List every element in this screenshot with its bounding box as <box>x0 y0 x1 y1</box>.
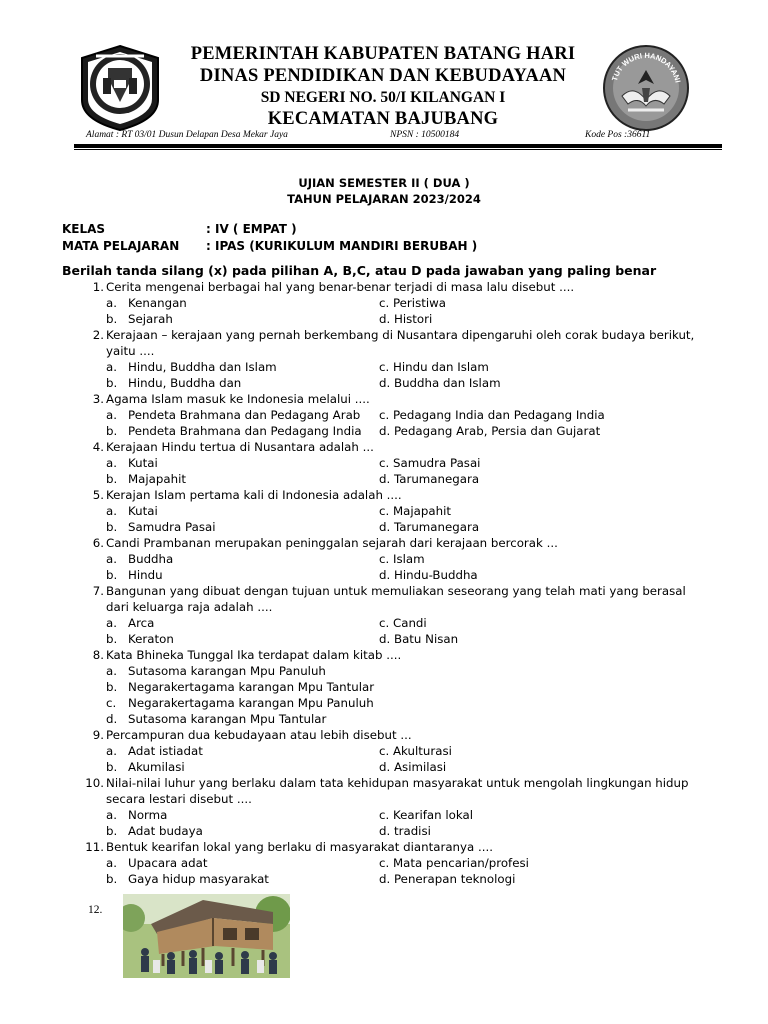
school-address: Alamat : RT 03/01 Dusun Delapan Desa Mekar Jaya <box>86 130 288 140</box>
letterhead <box>160 44 606 130</box>
option-row <box>0 855 768 871</box>
option-row <box>0 759 768 775</box>
option-text: Sutasoma karangan Mpu Panuluh <box>128 664 326 678</box>
answer-option <box>106 455 158 471</box>
option-text: Pendeta Brahmana dan Pedagang India <box>128 424 362 438</box>
option-letter: b. <box>106 520 118 534</box>
option-letter: a. <box>106 616 117 630</box>
question-item <box>0 647 768 727</box>
option-letter: a. <box>106 408 117 422</box>
question-number: 10. <box>85 776 104 790</box>
option-letter: b. <box>106 376 118 390</box>
option-text: Majapahit <box>128 472 187 486</box>
answer-option: d. Hindu-Buddha <box>379 568 478 582</box>
answer-option: d. Buddha dan Islam <box>379 376 501 390</box>
question-item <box>0 727 768 775</box>
question-item <box>0 391 768 439</box>
question-text: Agama Islam masuk ke Indonesia melalui .... <box>106 392 370 406</box>
answer-option <box>106 679 374 695</box>
letterhead-divider <box>74 144 722 148</box>
answer-option: c. Islam <box>379 552 425 566</box>
option-row <box>0 311 768 327</box>
answer-option <box>106 743 203 759</box>
answer-option: c. Kearifan lokal <box>379 808 473 822</box>
question-number: 4. <box>92 440 104 454</box>
answer-option: c. Candi <box>379 616 427 630</box>
option-text: Adat budaya <box>128 824 203 838</box>
answer-option <box>106 695 374 711</box>
option-text: Upacara adat <box>128 856 208 870</box>
question-number: 1. <box>92 280 104 294</box>
question-number: 12. <box>88 904 103 916</box>
answer-option: d. Penerapan teknologi <box>379 872 516 886</box>
answer-option <box>106 807 167 823</box>
letterhead-divider-thin <box>74 149 722 150</box>
subject-info <box>62 239 477 253</box>
option-letter: a. <box>106 856 117 870</box>
option-text: Hindu, Buddha dan <box>128 376 242 390</box>
tut-wuri-handayani-logo <box>602 44 690 132</box>
answer-option <box>106 471 186 487</box>
question-number: 8. <box>92 648 104 662</box>
option-letter: b. <box>106 424 118 438</box>
option-text: Adat istiadat <box>128 744 203 758</box>
option-text: Negarakertagama karangan Mpu Tantular <box>128 680 375 694</box>
question-text: Kerajan Islam pertama kali di Indonesia adalah .... <box>106 488 402 502</box>
question-list <box>0 279 768 887</box>
option-letter: b. <box>106 824 118 838</box>
question-item <box>0 487 768 535</box>
option-letter: b. <box>106 632 118 646</box>
option-text: Hindu, Buddha dan Islam <box>128 360 277 374</box>
question-item <box>0 535 768 583</box>
option-text: Arca <box>128 616 155 630</box>
option-letter: a. <box>106 296 117 310</box>
answer-option: c. Pedagang India dan Pedagang India <box>379 408 605 422</box>
question-item <box>0 839 768 887</box>
question-number: 3. <box>92 392 104 406</box>
option-letter: a. <box>106 664 117 678</box>
question-item <box>0 327 768 391</box>
answer-option: d. Histori <box>379 312 433 326</box>
option-letter: d. <box>106 712 118 726</box>
answer-option <box>106 759 185 775</box>
question-text: Bentuk kearifan lokal yang berlaku di masyarakat diantaranya .... <box>106 840 493 854</box>
question-number: 7. <box>92 584 104 598</box>
question-number: 6. <box>92 536 104 550</box>
answer-option: d. Pedagang Arab, Persia dan Gujarat <box>379 424 601 438</box>
class-value: : IV ( EMPAT ) <box>206 222 297 236</box>
answer-option <box>106 311 173 327</box>
answer-option <box>106 423 362 439</box>
option-row <box>0 823 768 839</box>
option-text: Keraton <box>128 632 174 646</box>
option-letter: a. <box>106 744 117 758</box>
option-row <box>0 871 768 887</box>
option-letter: a. <box>106 552 117 566</box>
answer-option: d. Tarumanegara <box>379 472 480 486</box>
question-text: Kerajaan Hindu tertua di Nusantara adalah ... <box>106 440 374 454</box>
option-row <box>0 807 768 823</box>
answer-option <box>106 823 203 839</box>
postal-code: Kode Pos :36611 <box>585 130 651 140</box>
answer-option <box>106 663 326 679</box>
option-letter: a. <box>106 360 117 374</box>
question-number: 5. <box>92 488 104 502</box>
option-row <box>0 295 768 311</box>
question-text: Kata Bhineka Tunggal Ika terdapat dalam kitab .... <box>106 648 402 662</box>
question-text: Bangunan yang dibuat dengan tujuan untuk memuliakan seseorang yang telah mati yang berasal dari keluarga raja adalah .... <box>106 584 686 614</box>
option-row <box>0 663 768 679</box>
option-text: Sutasoma karangan Mpu Tantular <box>128 712 327 726</box>
option-letter: a. <box>106 504 117 518</box>
answer-option: d. Tarumanegara <box>379 520 480 534</box>
stilt-house-photo <box>123 894 290 978</box>
option-letter: b. <box>106 312 118 326</box>
answer-option <box>106 567 163 583</box>
option-letter: c. <box>106 696 117 710</box>
option-text: Kutai <box>128 456 158 470</box>
subject-label: MATA PELAJARAN <box>62 239 180 253</box>
department-name: DINAS PENDIDIKAN DAN KEBUDAYAAN <box>199 66 567 86</box>
academic-year: TAHUN PELAJARAN 2023/2024 <box>287 192 481 206</box>
answer-option <box>106 871 269 887</box>
question-text: Percampuran dua kebudayaan atau lebih disebut ... <box>106 728 412 742</box>
option-text: Buddha <box>128 552 174 566</box>
option-row <box>0 519 768 535</box>
option-text: Negarakertagama karangan Mpu Panuluh <box>128 696 374 710</box>
answer-option: d. Asimilasi <box>379 760 447 774</box>
question-text: Cerita mengenai berbagai hal yang benar-benar terjadi di masa lalu disebut .... <box>106 280 575 294</box>
option-letter: b. <box>106 680 118 694</box>
option-letter: b. <box>106 568 118 582</box>
district-name: KECAMATAN BAJUBANG <box>267 109 499 129</box>
option-text: Pendeta Brahmana dan Pedagang Arab <box>128 408 361 422</box>
option-letter: b. <box>106 872 118 886</box>
option-letter: a. <box>106 808 117 822</box>
option-row <box>0 503 768 519</box>
answer-option: d. Batu Nisan <box>379 632 459 646</box>
answer-option <box>106 631 174 647</box>
answer-option: c. Mata pencarian/profesi <box>379 856 529 870</box>
answer-option: c. Peristiwa <box>379 296 446 310</box>
answer-option <box>106 551 173 567</box>
option-text: Kenangan <box>128 296 187 310</box>
option-letter: b. <box>106 760 118 774</box>
question-number: 2. <box>92 328 104 342</box>
option-letter: a. <box>106 456 117 470</box>
option-row <box>0 455 768 471</box>
question-text: Kerajaan – kerajaan yang pernah berkembang di Nusantara dipengaruhi oleh corak budaya berikut, yaitu .... <box>106 328 695 358</box>
option-row <box>0 679 768 695</box>
option-row <box>0 423 768 439</box>
answer-option <box>106 503 158 519</box>
instructions: Berilah tanda silang (x) pada pilihan A, B,C, atau D pada jawaban yang paling benar <box>62 263 657 278</box>
answer-option: d. tradisi <box>379 824 431 838</box>
option-row <box>0 567 768 583</box>
option-row <box>0 359 768 375</box>
option-text: Sejarah <box>128 312 173 326</box>
option-row <box>0 375 768 391</box>
option-row <box>0 551 768 567</box>
option-row <box>0 407 768 423</box>
answer-option <box>106 711 326 727</box>
option-row <box>0 695 768 711</box>
answer-option <box>106 615 154 631</box>
question-number: 9. <box>92 728 104 742</box>
answer-option <box>106 855 207 871</box>
logo-motto: TUT WURI HANDAYANI <box>609 50 683 84</box>
government-name: PEMERINTAH KABUPATEN BATANG HARI <box>190 44 576 64</box>
question-text: Nilai-nilai luhur yang berlaku dalam tata kehidupan masyarakat untuk mengolah lingkungan hidup secara lestari disebut .... <box>106 776 689 806</box>
school-npsn: NPSN : 10500184 <box>390 130 460 140</box>
option-text: Kutai <box>128 504 158 518</box>
answer-option: c. Samudra Pasai <box>379 456 481 470</box>
question-item <box>0 279 768 327</box>
option-text: Hindu <box>128 568 163 582</box>
question-item <box>0 583 768 647</box>
option-row <box>0 743 768 759</box>
class-info <box>62 222 297 236</box>
option-letter: b. <box>106 472 118 486</box>
option-text: Akumilasi <box>128 760 185 774</box>
option-text: Norma <box>128 808 168 822</box>
question-text: Candi Prambanan merupakan peninggalan sejarah dari kerajaan bercorak ... <box>106 536 558 550</box>
option-row <box>0 615 768 631</box>
answer-option <box>106 519 215 535</box>
question-number: 11. <box>85 840 104 854</box>
subject-value: : IPAS (KURIKULUM MANDIRI BERUBAH ) <box>206 239 478 253</box>
option-text: Samudra Pasai <box>128 520 216 534</box>
answer-option <box>106 295 187 311</box>
option-row <box>0 631 768 647</box>
option-text: Gaya hidup masyarakat <box>128 872 269 886</box>
answer-option: c. Majapahit <box>379 504 451 518</box>
answer-option: c. Hindu dan Islam <box>379 360 489 374</box>
question-item <box>0 439 768 487</box>
answer-option <box>106 375 241 391</box>
school-name: SD NEGERI NO. 50/I KILANGAN I <box>260 89 506 106</box>
exam-title: UJIAN SEMESTER II ( DUA ) <box>298 176 470 190</box>
regency-emblem-logo <box>78 44 162 132</box>
answer-option <box>106 407 360 423</box>
class-label: KELAS <box>62 222 106 236</box>
question-item <box>0 775 768 839</box>
answer-option: c. Akulturasi <box>379 744 452 758</box>
answer-option <box>106 359 277 375</box>
option-row <box>0 711 768 727</box>
option-row <box>0 471 768 487</box>
